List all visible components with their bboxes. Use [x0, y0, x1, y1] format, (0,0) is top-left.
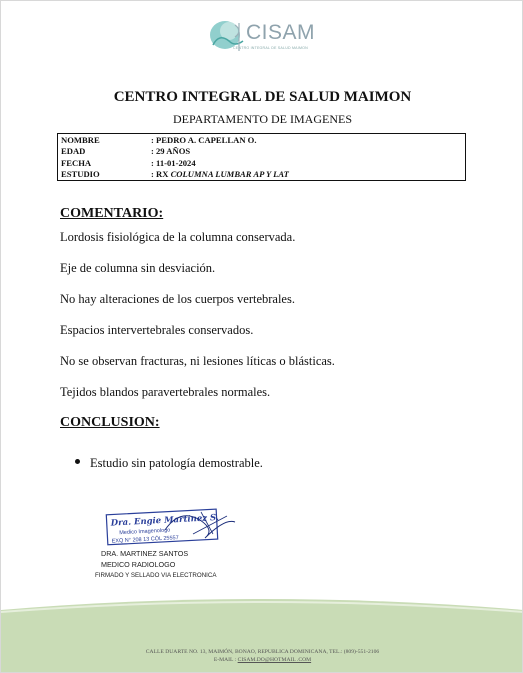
field-label: FECHA — [61, 158, 92, 168]
conclusion-item: Estudio sin patología demostrable. — [90, 456, 263, 470]
comment-line: Eje de columna sin desviación. — [60, 261, 216, 275]
document-title: CENTRO INTEGRAL DE SALUD MAIMON — [113, 89, 412, 105]
field-value: : PEDRO A. CAPELLAN O. — [151, 135, 257, 145]
field-label: ESTUDIO — [61, 169, 100, 179]
bullet-icon — [75, 459, 80, 464]
stamp-name: Dra. Engie Martinez S. — [110, 512, 220, 529]
field-value: : 11-01-2024 — [151, 158, 196, 168]
doctor-role: MEDICO RADIOLOGO — [101, 560, 176, 569]
signature-stamp-icon — [105, 504, 237, 546]
comment-line: Tejidos blandos paravertebrales normales. — [60, 385, 271, 399]
department-title: DEPARTAMENTO DE IMAGENES — [173, 112, 352, 126]
patient-info-table — [57, 133, 466, 181]
footer-email — [1, 657, 523, 663]
conclusion-heading: CONCLUSION: — [60, 415, 160, 430]
stamp-title: Medico Imagenologo — [119, 527, 171, 537]
signature-note: FIRMADO Y SELLADO VIA ELECTRONICA — [95, 572, 217, 579]
stamp-exq: EXQ N° 208 13 CÓL 25557 — [111, 535, 179, 545]
comment-line: No hay alteraciones de los cuerpos vertebrales. — [60, 292, 295, 306]
field-label: EDAD — [61, 146, 86, 156]
logo-subtitle: CENTRO INTEGRAL DE SALUD MAIMON — [233, 46, 308, 50]
study-prefix: : RX — [151, 169, 171, 179]
field-label: NOMBRE — [61, 135, 100, 145]
doctor-name: DRA. MARTINEZ SANTOS — [101, 549, 189, 558]
comment-line: Espacios intervertebrales conservados. — [60, 323, 254, 337]
comment-line: Lordosis fisiológica de la columna conservada. — [60, 230, 296, 244]
email-link[interactable]: CISAM.DO@HOTMAIL .COM — [237, 657, 312, 663]
logo-wordmark: CISAM — [246, 21, 316, 44]
field-value — [151, 169, 289, 180]
footer-address: CALLE DUARTE NO. 13, MAIMÓN, BONAO, REPUBLICA DOMINICANA, TEL.: (809)-551-2106 — [145, 649, 380, 655]
study-name: COLUMNA LUMBAR AP Y LAT — [170, 169, 289, 179]
email-label: E-MAIL : — [213, 657, 237, 663]
field-value: : 29 AÑOS — [151, 146, 191, 156]
comentario-heading: COMENTARIO: — [60, 206, 164, 221]
comment-line: No se observan fracturas, ni lesiones líticas o blásticas. — [60, 354, 335, 368]
